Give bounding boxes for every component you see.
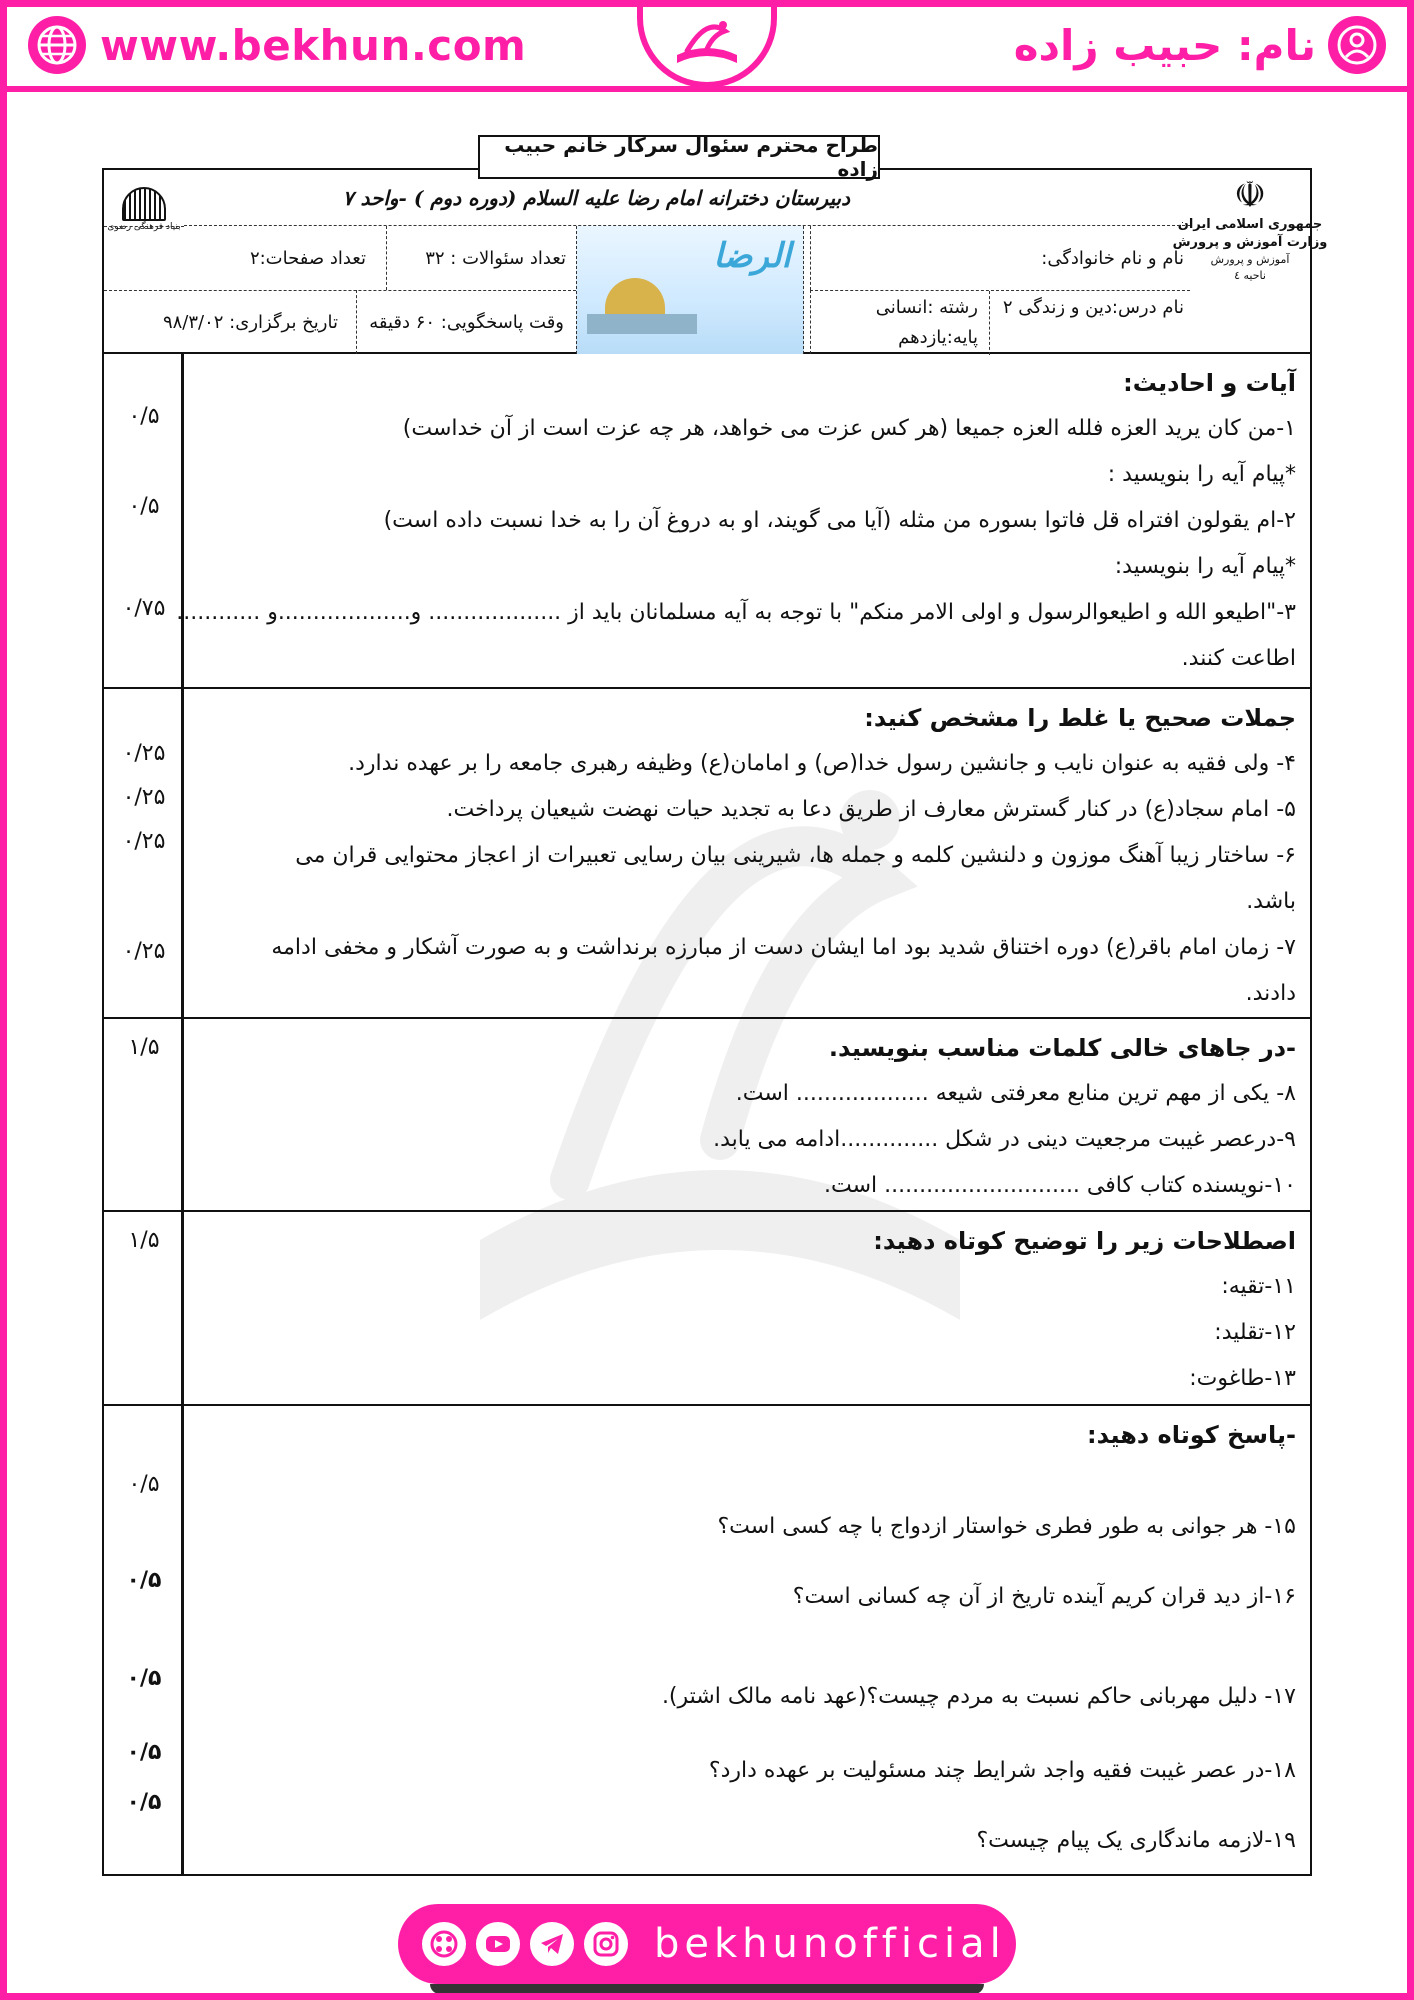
question-3-end: اطاعت کنند. [1181,646,1296,671]
question-7-end: دادند. [1245,981,1296,1006]
shrine-banner-image [576,226,804,354]
exam-header [102,168,1328,354]
site-url[interactable]: www.bekhun.com [100,20,527,70]
question-18: ۱۸-در عصر غیبت فقیه واجد شرایط چند مسئولیت بر عهده دارد؟ [708,1758,1296,1783]
count-row [184,226,576,290]
foundation-name: بنیاد فرهنگی رضوی [107,222,181,232]
subject-info [810,290,1190,354]
prompt-2: *پیام آیه را بنویسید: [1114,554,1296,579]
telegram-icon[interactable] [530,1922,574,1966]
emblem-district: ناحیه ٤ [1234,269,1266,282]
question-4: ۴- ولی فقیه به عنوان نایب و جانشین رسول خدا(ص) و امامان(ع) وظیفه رهبری جامعه را بر عهده ندارد. [348,751,1296,776]
brand-logo [637,0,777,88]
author-name: نام: حبیب زاده [1013,20,1316,70]
question-12: ۱۲-تقلید: [1214,1320,1296,1345]
score-q18: ۰/۵ [126,1740,162,1765]
score-q11-13: ۱/۵ [128,1228,160,1253]
question-10: ۱۰-نویسنده کتاب کافی ............................ است. [823,1173,1296,1198]
section-title: جملات صحیح یا غلط را مشخص کنید: [864,704,1296,732]
site-link[interactable] [28,16,526,74]
score-q1: ۰/۵ [128,404,160,429]
section-true-false-content [188,695,1296,1017]
score-q7: ۰/۲۵ [122,939,166,964]
question-16: ۱۶-از دید قران کریم آینده تاریخ از آن چه کسانی است؟ [792,1584,1296,1609]
social-handle[interactable]: bekhunofficial [654,1921,1006,1967]
aparat-icon[interactable] [422,1922,466,1966]
section-short-answer [104,1406,1310,1876]
section-fill-blanks-content [188,1025,1296,1209]
shrine-icon [122,187,166,221]
score-q17: ۰/۵ [126,1666,162,1691]
section-verses [104,354,1310,689]
user-icon [1328,16,1386,74]
score-q6: ۰/۲۵ [122,829,166,854]
emblem-office: آموزش و پرورش [1210,253,1290,266]
score-q4: ۰/۲۵ [122,741,166,766]
section-terms [104,1212,1310,1406]
questions-table [102,354,1312,1876]
question-6: ۶- ساختار زیبا آهنگ موزون و دلنشین کلمه و جمله ها، شیرینی بیان رسایی تعبیرات از اعجاز محتوایی قران می [295,843,1296,868]
foundation-emblem [104,170,184,250]
question-6-end: باشد. [1246,889,1296,914]
section-short-answer-content [188,1412,1296,1864]
score-q19: ۰/۵ [126,1790,162,1815]
calligraphy-icon: الرضا [713,236,791,276]
section-fill-blanks [104,1019,1310,1212]
question-11: ۱۱-تقیه: [1221,1274,1296,1299]
score-q2: ۰/۵ [128,494,160,519]
footer-shadow [430,1984,984,1994]
subject-label: نام درس:دین و زندگی ۲ [1002,297,1184,318]
section-title: -در جاهای خالی کلمات مناسب بنویسید. [828,1034,1296,1062]
question-8: ۸- یکی از مهم ترین منابع معرفتی شیعه ................... است. [735,1081,1296,1106]
grade-label: پایه:یازدهم [898,327,978,348]
social-footer [398,1904,1016,1984]
question-17: ۱۷- دلیل مهربانی حاکم نسبت به مردم چیست؟(عهد نامه مالک اشتر). [661,1684,1296,1709]
designer-title: طراح محترم سئوال سرکار خانم حبیب زاده [478,135,880,179]
question-19: ۱۹-لازمه ماندگاری یک پیام چیست؟ [976,1828,1296,1853]
question-13: ۱۳-طاغوت: [1189,1366,1296,1391]
section-title: -پاسخ کوتاه دهید: [1086,1421,1296,1449]
youtube-icon[interactable] [476,1922,520,1966]
student-name-field [810,226,1190,290]
author-badge [1014,16,1386,74]
top-bar [0,0,1414,92]
exam-date: تاریخ برگزاری: ۹۸/۳/۰۲ [162,311,338,333]
section-terms-content [188,1218,1296,1402]
score-q16: ۰/۵ [126,1568,162,1593]
score-q5: ۰/۲۵ [122,785,166,810]
page-count: تعداد صفحات:۲ [249,247,366,269]
field-label: رشته :انسانی [875,297,978,318]
question-3: ۳-"اطیعو الله و اطیعوالرسول و اولی الامر منکم" با توجه به آیه مسلمانان باید از ................... و...................و ............ [176,600,1296,625]
emblem-country: جمهوری اسلامی ایران [1177,217,1323,232]
question-2: ۲-ام یقولون افتراه قل فاتوا بسوره من مثله (آیا می گویند، او به دروغ آن را به خدا نسبت داده است) [383,508,1296,533]
question-15: ۱۵- هر جوانی به طور فطری خواستار ازدواج با چه کسی است؟ [717,1514,1296,1539]
question-7: ۷- زمان امام باقر(ع) دوره اختناق شدید بود اما ایشان دست از مبارزه برنداشت و به صورت آشکار و مخفی ادامه [271,935,1296,960]
globe-icon [28,16,86,74]
time-row [104,290,576,354]
prompt-1: *پیام آیه را بنویسید : [1107,462,1296,487]
question-count: تعداد سئوالات : ۳۲ [386,226,576,290]
score-q8-10: ۱/۵ [128,1035,160,1060]
answer-time: وقت پاسخگویی: ۶۰ دقیقه [356,290,576,354]
ministry-emblem [1172,170,1328,354]
score-q15: ۰/۵ [128,1472,160,1497]
question-9: ۹-درعصر غیبت مرجعیت دینی در شکل ..............ادامه می یابد. [713,1127,1296,1152]
book-logo-icon [667,11,747,71]
emblem-ministry: وزارت آموزش و پرورش [1172,235,1328,250]
section-title: آیات و احادیث: [1123,369,1296,397]
iran-emblem-icon: ☫ [1233,175,1267,216]
score-q3: ۰/۷۵ [122,596,166,621]
section-true-false [104,689,1310,1019]
section-title: اصطلاحات زیر را توضیح کوتاه دهید: [873,1227,1296,1255]
instagram-icon[interactable] [584,1922,628,1966]
section-verses-content [176,360,1296,682]
question-5: ۵- امام سجاد(ع) در کنار گسترش معارف از طریق دعا به تجدید حیات نهضت شیعیان پرداخت. [446,797,1296,822]
school-name: دبیرستان دخترانه امام رضا علیه السلام (دوره دوم ) -واحد ۷ [184,170,1190,226]
question-1: ۱-من کان یرید العزه فلله العزه جمیعا (هر کس عزت می خواهد، هر چه عزت است از آن خداست) [402,416,1296,441]
student-name-label: نام و نام خانوادگی: [1041,247,1184,269]
